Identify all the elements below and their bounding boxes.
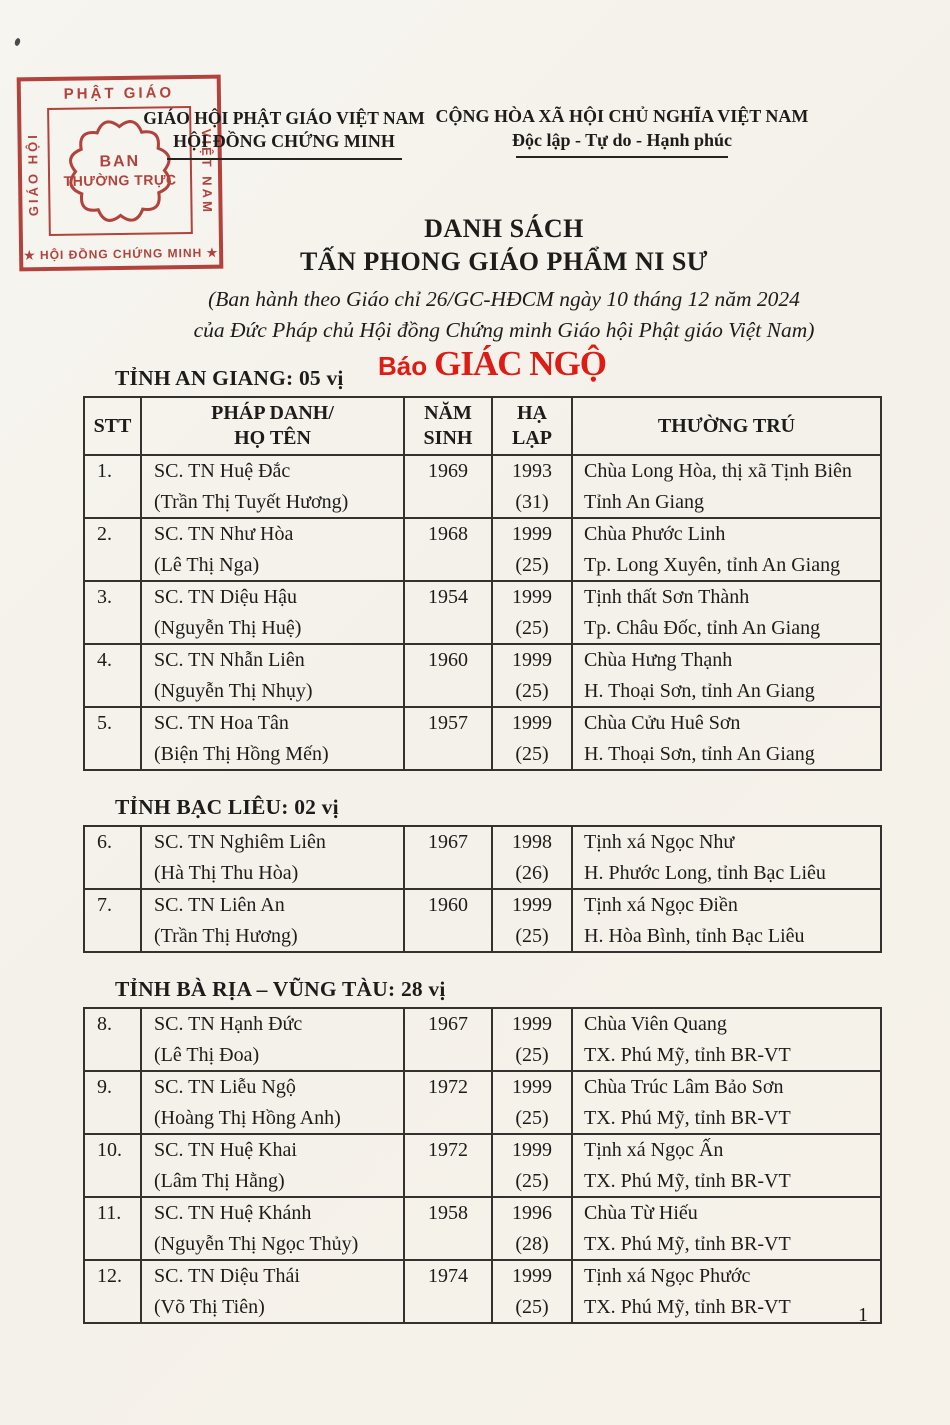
residence-cell-line1: Chùa Cửu Huê Sơn bbox=[584, 712, 741, 734]
row-number-line2 bbox=[85, 1292, 140, 1323]
national-motto: Độc lập - Tự do - Hạnh phúc bbox=[511, 130, 733, 150]
table-row bbox=[84, 644, 881, 707]
name-cell bbox=[141, 1008, 404, 1071]
birth-year-cell bbox=[404, 1008, 492, 1071]
row-number-line1: 1. bbox=[97, 460, 112, 482]
national-title: CỘNG HÒA XÃ HỘI CHỦ NGHĨA VIỆT NAM bbox=[435, 106, 809, 126]
name-cell-line2: (Lê Thị Đoa) bbox=[154, 1043, 260, 1066]
title-line1: DANH SÁCH bbox=[424, 214, 584, 243]
header-stt bbox=[84, 397, 141, 455]
name-cell bbox=[141, 1197, 404, 1260]
name-cell-line2: (Trần Thị Tuyết Hương) bbox=[154, 490, 349, 513]
row-number bbox=[84, 1134, 141, 1197]
header-birth-year-lines bbox=[405, 398, 491, 454]
hala-cell-line2: (25) bbox=[515, 1169, 549, 1192]
title-subtitle bbox=[58, 284, 950, 346]
header-name-lines bbox=[142, 398, 403, 454]
name-cell-line1: SC. TN Hạnh Đức bbox=[154, 1013, 303, 1035]
name-cell-line2: (Lâm Thị Hằng) bbox=[154, 1169, 285, 1192]
birth-year-cell bbox=[404, 1260, 492, 1323]
hala-cell bbox=[492, 1134, 572, 1197]
residence-cell bbox=[572, 889, 881, 952]
name-cell bbox=[141, 1134, 404, 1197]
name-cell bbox=[141, 644, 404, 707]
org-council: HỘI ĐỒNG CHỨNG MINH bbox=[173, 131, 395, 151]
hala-cell bbox=[492, 1197, 572, 1260]
seal-bottom-text: ★ HỘI ĐỒNG CHỨNG MINH ★ bbox=[23, 245, 219, 263]
name-cell-line1: SC. TN Huệ Khai bbox=[154, 1139, 297, 1161]
row-number-line1: 5. bbox=[97, 712, 112, 734]
residence-cell-line2: H. Phước Long, tỉnh Bạc Liêu bbox=[584, 861, 826, 884]
residence-cell bbox=[572, 1197, 881, 1260]
hala-cell-line1: 1999 bbox=[512, 712, 552, 734]
province-section bbox=[0, 366, 950, 771]
row-number bbox=[84, 707, 141, 770]
row-number-line2 bbox=[85, 487, 140, 518]
row-number-line1: 11. bbox=[97, 1202, 122, 1224]
birth-year-cell-line2 bbox=[405, 1166, 491, 1197]
header-hala-line1: HẠ bbox=[517, 402, 547, 424]
row-number-line2 bbox=[85, 676, 140, 707]
name-cell-line1: SC. TN Liên An bbox=[154, 894, 285, 916]
row-number bbox=[84, 644, 141, 707]
ink-mark bbox=[14, 37, 21, 46]
name-cell-line1: SC. TN Diệu Thái bbox=[154, 1265, 300, 1287]
birth-year-cell-line2 bbox=[405, 613, 491, 644]
table-row bbox=[84, 889, 881, 952]
row-number-line2 bbox=[85, 1229, 140, 1260]
birth-year-cell-line2 bbox=[405, 550, 491, 581]
birth-year-cell-line2 bbox=[405, 1229, 491, 1260]
row-number bbox=[84, 455, 141, 518]
name-cell-line1: SC. TN Liễu Ngộ bbox=[154, 1076, 296, 1098]
hala-cell-line2: (28) bbox=[515, 1232, 549, 1255]
birth-year-cell-line1: 1967 bbox=[428, 831, 468, 853]
row-number-line1: 4. bbox=[97, 649, 112, 671]
watermark-word-giacngo: GIÁC NGỘ bbox=[434, 344, 606, 383]
hala-cell-line2: (25) bbox=[515, 1295, 549, 1318]
birth-year-cell-line1: 1972 bbox=[428, 1076, 468, 1098]
hala-cell bbox=[492, 518, 572, 581]
birth-year-cell-line2 bbox=[405, 676, 491, 707]
row-number bbox=[84, 581, 141, 644]
hala-cell-line2: (25) bbox=[515, 1106, 549, 1129]
hala-cell-line1: 1999 bbox=[512, 586, 552, 608]
table-row bbox=[84, 1260, 881, 1323]
birth-year-cell bbox=[404, 1071, 492, 1134]
residence-cell-line2: TX. Phú Mỹ, tỉnh BR-VT bbox=[584, 1232, 791, 1255]
hala-cell-line1: 1998 bbox=[512, 831, 552, 853]
letterhead-organization bbox=[118, 108, 450, 160]
table-row bbox=[84, 455, 881, 518]
name-cell-line2: (Lê Thị Nga) bbox=[154, 553, 260, 576]
header-residence-lines bbox=[573, 398, 880, 454]
row-number-line1: 12. bbox=[97, 1265, 122, 1287]
table-row bbox=[84, 1071, 881, 1134]
birth-year-cell bbox=[404, 644, 492, 707]
hala-cell-line2: (25) bbox=[515, 1043, 549, 1066]
table-header-row bbox=[84, 397, 881, 455]
title-line2: TẤN PHONG GIÁO PHẨM NI SƯ bbox=[299, 247, 709, 276]
residence-cell-line1: Tịnh thất Sơn Thành bbox=[584, 586, 750, 608]
name-cell-line2: (Nguyễn Thị Nhụy) bbox=[154, 679, 313, 702]
hala-cell bbox=[492, 889, 572, 952]
birth-year-cell-line2 bbox=[405, 1292, 491, 1323]
birth-year-cell bbox=[404, 826, 492, 889]
name-cell-line1: SC. TN Như Hòa bbox=[154, 523, 294, 545]
residence-cell-line2: H. Hòa Bình, tỉnh Bạc Liêu bbox=[584, 924, 805, 947]
hala-cell-line1: 1993 bbox=[512, 460, 552, 482]
birth-year-cell-line1: 1972 bbox=[428, 1139, 468, 1161]
hala-cell bbox=[492, 1071, 572, 1134]
page-number: 1 bbox=[858, 1304, 868, 1326]
hala-cell-line1: 1999 bbox=[512, 523, 552, 545]
name-cell-line2: (Nguyễn Thị Ngọc Thủy) bbox=[154, 1232, 359, 1255]
table-row bbox=[84, 1134, 881, 1197]
roster-table bbox=[83, 1007, 882, 1324]
birth-year-cell bbox=[404, 455, 492, 518]
residence-cell-line2: TX. Phú Mỹ, tỉnh BR-VT bbox=[584, 1295, 791, 1318]
header-stt-line1: STT bbox=[93, 414, 132, 437]
name-cell-line1: SC. TN Nghiêm Liên bbox=[154, 831, 326, 853]
table-row bbox=[84, 826, 881, 889]
birth-year-cell bbox=[404, 1134, 492, 1197]
hala-cell-line2: (25) bbox=[515, 553, 549, 576]
province-heading: TỈNH BÀ RỊA – VŨNG TÀU: 28 vị bbox=[115, 977, 446, 1001]
row-number-line2 bbox=[85, 1166, 140, 1197]
residence-cell-line2: TX. Phú Mỹ, tỉnh BR-VT bbox=[584, 1043, 791, 1066]
row-number-line1: 7. bbox=[97, 894, 112, 916]
birth-year-cell-line1: 1968 bbox=[428, 523, 468, 545]
name-cell-line2: (Nguyễn Thị Huệ) bbox=[154, 616, 302, 639]
name-cell-line2: (Hà Thị Thu Hòa) bbox=[154, 861, 299, 884]
seal-left-text: GIÁO HỘI bbox=[24, 132, 42, 217]
birth-year-cell bbox=[404, 1197, 492, 1260]
residence-cell-line1: Chùa Trúc Lâm Bảo Sơn bbox=[584, 1076, 784, 1098]
name-cell-line1: SC. TN Huệ Khánh bbox=[154, 1202, 312, 1224]
birth-year-cell-line2 bbox=[405, 1040, 491, 1071]
name-cell-line2: (Hoàng Thị Hồng Anh) bbox=[154, 1106, 341, 1129]
residence-cell bbox=[572, 644, 881, 707]
header-birth-year-line2: SINH bbox=[423, 427, 473, 449]
header-name bbox=[141, 397, 404, 455]
birth-year-cell-line1: 1960 bbox=[428, 649, 468, 671]
birth-year-cell-line1: 1967 bbox=[428, 1013, 468, 1035]
header-residence bbox=[572, 397, 881, 455]
residence-cell-line1: Chùa Phước Linh bbox=[584, 523, 726, 545]
letterhead-right-rule bbox=[516, 156, 728, 158]
name-cell bbox=[141, 1071, 404, 1134]
birth-year-cell bbox=[404, 581, 492, 644]
name-cell bbox=[141, 1260, 404, 1323]
row-number-line1: 10. bbox=[97, 1139, 122, 1161]
header-residence-line1: THƯỜNG TRÚ bbox=[657, 414, 796, 437]
residence-cell-line2: Tp. Long Xuyên, tỉnh An Giang bbox=[584, 553, 841, 576]
hala-cell-line1: 1999 bbox=[512, 894, 552, 916]
subtitle-line2: của Đức Pháp chủ Hội đồng Chứng minh Giáo hội Phật giáo Việt Nam) bbox=[193, 318, 815, 343]
row-number-line2 bbox=[85, 1040, 140, 1071]
name-cell bbox=[141, 707, 404, 770]
province-section bbox=[0, 795, 950, 953]
header-birth-year-line1: NĂM bbox=[424, 402, 472, 424]
birth-year-cell-line2 bbox=[405, 921, 491, 952]
row-number-line1: 3. bbox=[97, 586, 112, 608]
hala-cell-line1: 1999 bbox=[512, 1013, 552, 1035]
birth-year-cell bbox=[404, 889, 492, 952]
birth-year-cell-line1: 1957 bbox=[428, 712, 468, 734]
name-cell-line1: SC. TN Huệ Đắc bbox=[154, 460, 291, 482]
name-cell-line2: (Biện Thị Hồng Mến) bbox=[154, 742, 329, 765]
birth-year-cell-line2 bbox=[405, 487, 491, 518]
residence-cell-line1: Tịnh xá Ngọc Ấn bbox=[584, 1139, 724, 1161]
row-number bbox=[84, 1008, 141, 1071]
hala-cell-line1: 1999 bbox=[512, 1139, 552, 1161]
name-cell-line1: SC. TN Hoa Tân bbox=[154, 712, 289, 734]
residence-cell bbox=[572, 1134, 881, 1197]
table-row bbox=[84, 518, 881, 581]
watermark-word-bao: Báo bbox=[378, 351, 428, 381]
hala-cell bbox=[492, 581, 572, 644]
residence-cell-line1: Chùa Viên Quang bbox=[584, 1013, 727, 1035]
header-name-line2: HỌ TÊN bbox=[234, 427, 311, 449]
seal-center-line1: BAN bbox=[99, 152, 141, 171]
hala-cell bbox=[492, 644, 572, 707]
residence-cell-line1: Chùa Long Hòa, thị xã Tịnh Biên bbox=[584, 460, 852, 482]
birth-year-cell-line2 bbox=[405, 1103, 491, 1134]
residence-cell-line2: TX. Phú Mỹ, tỉnh BR-VT bbox=[584, 1169, 791, 1192]
residence-cell-line2: Tỉnh An Giang bbox=[584, 490, 704, 513]
header-stt-lines bbox=[85, 398, 140, 454]
birth-year-cell bbox=[404, 518, 492, 581]
name-cell bbox=[141, 826, 404, 889]
hala-cell-line1: 1999 bbox=[512, 1265, 552, 1287]
birth-year-cell-line2 bbox=[405, 858, 491, 889]
name-cell-line2: (Võ Thị Tiên) bbox=[154, 1295, 265, 1318]
seal-right-text: VIỆT NAM bbox=[198, 128, 216, 215]
table-row bbox=[84, 1008, 881, 1071]
birth-year-cell-line1: 1974 bbox=[428, 1265, 468, 1287]
name-cell-line2: (Trần Thị Hương) bbox=[154, 924, 298, 947]
letterhead-national-motto bbox=[432, 106, 812, 158]
hala-cell bbox=[492, 826, 572, 889]
row-number bbox=[84, 889, 141, 952]
residence-cell-line2: TX. Phú Mỹ, tỉnh BR-VT bbox=[584, 1106, 791, 1129]
name-cell-line1: SC. TN Nhẫn Liên bbox=[154, 649, 305, 671]
subtitle-line1: (Ban hành theo Giáo chỉ 26/GC-HĐCM ngày 10 tháng 12 năm 2024 bbox=[208, 287, 800, 311]
letterhead-left-rule bbox=[167, 158, 402, 160]
residence-cell bbox=[572, 826, 881, 889]
header-hala bbox=[492, 397, 572, 455]
hala-cell-line2: (25) bbox=[515, 924, 549, 947]
row-number-line1: 8. bbox=[97, 1013, 112, 1035]
row-number bbox=[84, 1260, 141, 1323]
hala-cell-line2: (25) bbox=[515, 679, 549, 702]
table-row bbox=[84, 707, 881, 770]
row-number bbox=[84, 1071, 141, 1134]
header-birth-year bbox=[404, 397, 492, 455]
table-row bbox=[84, 581, 881, 644]
province-section bbox=[0, 977, 950, 1324]
roster-table bbox=[83, 396, 882, 771]
hala-cell-line1: 1999 bbox=[512, 649, 552, 671]
residence-cell-line1: Chùa Hưng Thạnh bbox=[584, 649, 733, 671]
header-hala-lines bbox=[493, 398, 571, 454]
row-number-line1: 2. bbox=[97, 523, 112, 545]
hala-cell-line1: 1996 bbox=[512, 1202, 552, 1224]
seal-center-line2: THƯỜNG TRỰC bbox=[63, 171, 177, 190]
name-cell bbox=[141, 455, 404, 518]
residence-cell-line1: Tịnh xá Ngọc Điền bbox=[584, 894, 738, 916]
hala-cell-line2: (25) bbox=[515, 616, 549, 639]
birth-year-cell-line2 bbox=[405, 739, 491, 770]
row-number-line1: 6. bbox=[97, 831, 112, 853]
org-name: GIÁO HỘI PHẬT GIÁO VIỆT NAM bbox=[143, 108, 425, 128]
row-number-line1: 9. bbox=[97, 1076, 112, 1098]
roster-table bbox=[83, 825, 882, 953]
residence-cell bbox=[572, 1008, 881, 1071]
header-hala-line2: LẠP bbox=[512, 427, 552, 449]
row-number-line2 bbox=[85, 858, 140, 889]
residence-cell-line2: Tp. Châu Đốc, tỉnh An Giang bbox=[584, 616, 821, 639]
hala-cell bbox=[492, 455, 572, 518]
row-number-line2 bbox=[85, 739, 140, 770]
residence-cell bbox=[572, 581, 881, 644]
hala-cell-line1: 1999 bbox=[512, 1076, 552, 1098]
residence-cell-line2: H. Thoại Sơn, tỉnh An Giang bbox=[584, 679, 815, 702]
row-number-line2 bbox=[85, 1103, 140, 1134]
hala-cell-line2: (31) bbox=[515, 490, 549, 513]
birth-year-cell-line1: 1969 bbox=[428, 460, 468, 482]
seal-top-text: PHẬT GIÁO bbox=[63, 84, 175, 103]
birth-year-cell-line1: 1954 bbox=[428, 586, 468, 608]
residence-cell-line1: Tịnh xá Ngọc Phước bbox=[584, 1265, 751, 1287]
name-cell bbox=[141, 581, 404, 644]
residence-cell-line1: Tịnh xá Ngọc Như bbox=[584, 831, 735, 853]
residence-cell bbox=[572, 1071, 881, 1134]
residence-cell bbox=[572, 707, 881, 770]
residence-cell bbox=[572, 518, 881, 581]
hala-cell bbox=[492, 1260, 572, 1323]
row-number bbox=[84, 1197, 141, 1260]
document-title-block bbox=[0, 214, 950, 346]
row-number bbox=[84, 518, 141, 581]
province-heading: TỈNH AN GIANG: 05 vị bbox=[115, 366, 344, 390]
residence-cell-line2: H. Thoại Sơn, tỉnh An Giang bbox=[584, 742, 815, 765]
hala-cell-line2: (25) bbox=[515, 742, 549, 765]
province-sections bbox=[0, 366, 950, 1324]
table-row bbox=[84, 1197, 881, 1260]
row-number-line2 bbox=[85, 550, 140, 581]
row-number bbox=[84, 826, 141, 889]
name-cell bbox=[141, 518, 404, 581]
residence-cell-line1: Chùa Từ Hiếu bbox=[584, 1202, 698, 1224]
row-number-line2 bbox=[85, 921, 140, 952]
hala-cell-line2: (26) bbox=[515, 861, 549, 884]
header-name-line1: PHÁP DANH/ bbox=[211, 402, 334, 424]
hala-cell bbox=[492, 1008, 572, 1071]
birth-year-cell bbox=[404, 707, 492, 770]
residence-cell bbox=[572, 1260, 881, 1323]
residence-cell bbox=[572, 455, 881, 518]
birth-year-cell-line1: 1958 bbox=[428, 1202, 468, 1224]
row-number-line2 bbox=[85, 613, 140, 644]
name-cell bbox=[141, 889, 404, 952]
birth-year-cell-line1: 1960 bbox=[428, 894, 468, 916]
name-cell-line1: SC. TN Diệu Hậu bbox=[154, 586, 297, 608]
hala-cell bbox=[492, 707, 572, 770]
province-heading: TỈNH BẠC LIÊU: 02 vị bbox=[115, 795, 339, 819]
